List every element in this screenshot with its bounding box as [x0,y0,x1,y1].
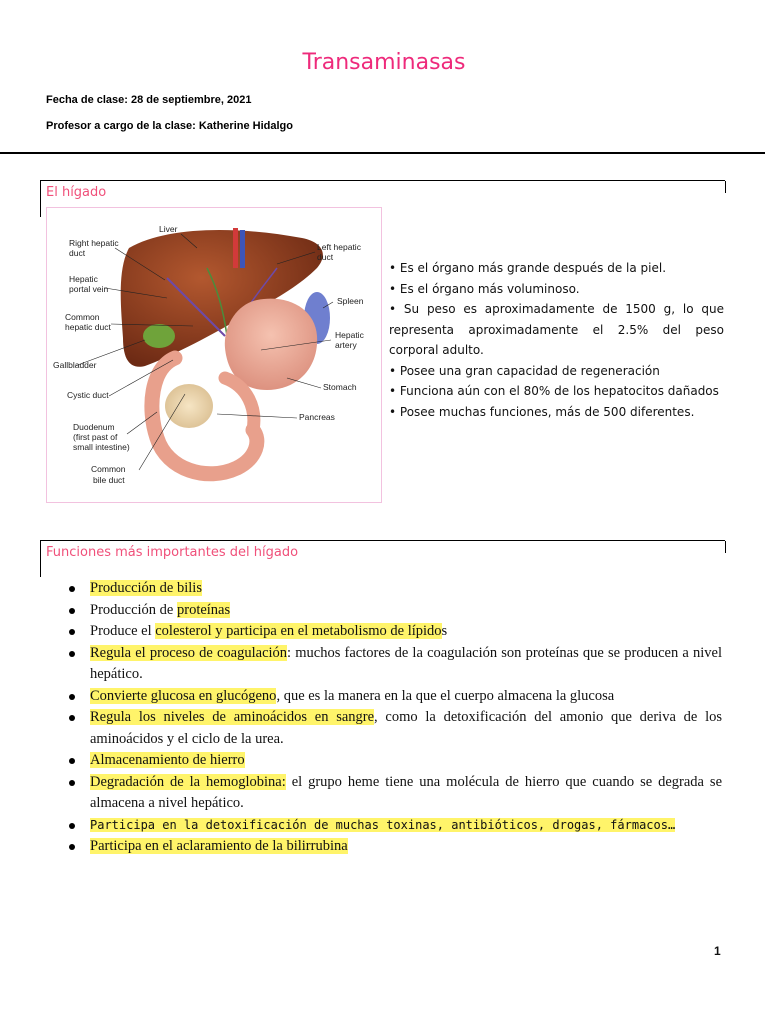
label-common-hepatic-2: hepatic duct [65,322,111,332]
section-heading-label: Funciones más importantes del hígado [46,545,299,560]
label-cystic-duct: Cystic duct [67,390,109,400]
liver-anatomy-illustration [47,208,381,502]
list-item [68,772,722,815]
label-hepatic-artery: Hepatic [335,330,364,340]
list-item [68,621,722,643]
label-gallbladder: Gallbladder [53,360,97,370]
gallbladder-shape [143,324,175,348]
highlighted-text: proteínas [176,601,231,618]
liver-facts [389,258,724,422]
section-heading-functions [40,540,725,577]
plain-text: , que es la manera en la que el cuerpo almacena la glucosa [276,687,615,704]
list-item [68,750,722,772]
label-duodenum: Duodenum [73,422,115,432]
header-divider [0,152,765,154]
stomach-shape [225,299,317,390]
list-item [68,836,722,858]
list-item [68,707,722,750]
label-stomach: Stomach [323,382,357,392]
section-heading-label: El hígado [46,185,107,200]
highlighted-text: Regula los niveles de aminoácidos en sangre [90,709,375,725]
label-spleen: Spleen [337,296,364,306]
plain-text: el grupo heme tiene una molécula de hierro que cuando se degrada se almacena a nivel hepático. [90,773,722,811]
label-hepatic-portal-2: portal vein [69,284,109,294]
label-left-hepatic-2: duct [317,252,334,262]
class-date: Fecha de clase: 28 de septiembre, 2021 [46,94,252,106]
label-hepatic-artery-2: artery [335,340,357,350]
page-number: 1 [714,944,721,958]
list-item [68,815,722,837]
highlighted-text: Convierte glucosa en glucógeno [90,687,277,704]
highlighted-text: colesterol y participa en el metabolismo de lípido [155,623,442,639]
fact-item: • Posee muchas funciones, más de 500 diferentes. [389,404,695,419]
list-item [68,578,722,600]
highlighted-text: Participa en la detoxificación de muchas toxinas, antibióticos, drogas, fármacos… [90,817,676,832]
document-title: Transaminasas [302,50,466,75]
plain-text: Producción de [90,601,177,618]
label-liver: Liver [159,224,178,234]
plain-text: s [441,623,448,639]
list-item [68,686,722,708]
fact-item: • Es el órgano más voluminoso. [389,281,580,296]
liver-anatomy-figure [46,207,382,503]
label-right-hepatic-2: duct [69,248,86,258]
highlighted-text: Almacenamiento de hierro [90,752,245,768]
highlighted-text: Degradación de la hemoglobina: [90,773,286,790]
plain-text: : muchos factores de la coagulación son proteínas que se producen a nivel hepático. [90,644,722,682]
highlighted-text: Producción de bilis [90,580,202,596]
label-duodenum-2: (first past of [73,432,118,442]
label-right-hepatic: Right hepatic [69,238,119,248]
label-left-hepatic: Left hepatic [317,242,361,252]
class-professor: Profesor a cargo de la clase: Katherine Hidalgo [46,120,293,132]
highlighted-text: Participa en el aclaramiento de la bilirrubina [90,838,348,854]
highlighted-text: Regula el proceso de coagulación [90,644,288,661]
fact-item: • Es el órgano más grande después de la piel. [389,261,667,275]
fact-item: • Funciona aún con el 80% de los hepatocitos dañados [389,384,719,398]
label-common-hepatic: Common [65,312,100,322]
label-duodenum-3: small intestine) [73,442,130,452]
functions-list [68,578,722,858]
fact-item: • Posee una gran capacidad de regeneración [389,363,660,378]
plain-text: Produce el [90,623,156,639]
label-common-bile-2: bile duct [93,475,125,485]
label-hepatic-portal: Hepatic [69,274,98,284]
label-common-bile: Common [91,464,126,474]
list-item [68,600,722,622]
label-pancreas: Pancreas [299,412,335,422]
list-item [68,643,722,686]
plain-text: , como la detoxificación del amonio que deriva de los aminoácidos y el ciclo de la urea. [90,709,722,747]
pancreas-shape [165,384,213,428]
fact-item: • Su peso es aproximadamente de 1500 g, lo que representa aproximadamente el 2.5% del peso corporal adulto. [389,302,724,357]
